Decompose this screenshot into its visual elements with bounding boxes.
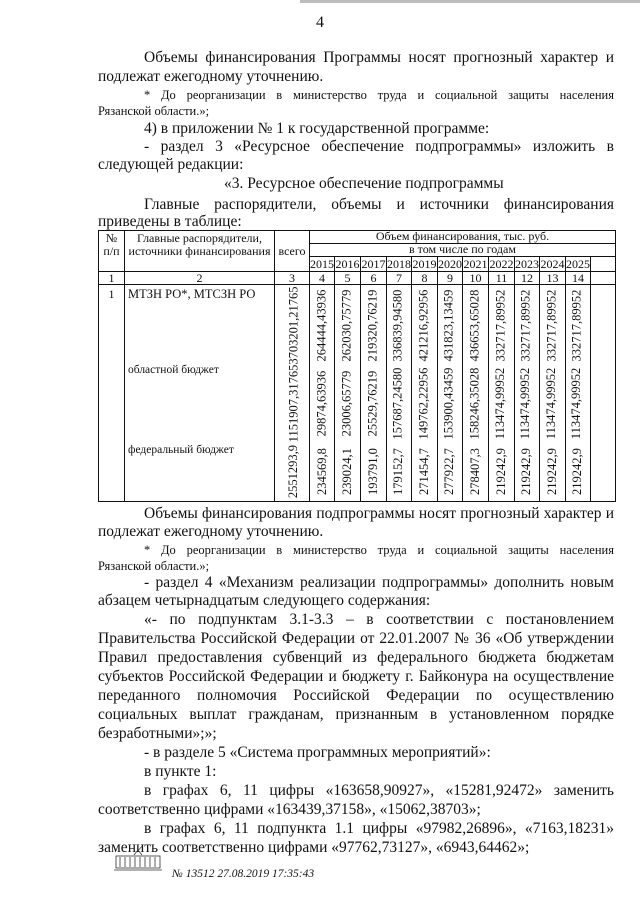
table-cell: 113474,99952 [569, 367, 584, 439]
table-cell: 332717,89952 [569, 289, 584, 361]
header-by-years: в том числе по годам [409, 242, 516, 256]
table-cell: 179152,7 [390, 447, 405, 495]
table-cell: 219242,9 [518, 447, 533, 495]
paragraph-line: социальных выплат гражданам, признанным в установленном порядке [98, 706, 614, 723]
year-header: 2022 [489, 257, 514, 271]
table-cell: 153900,43459 [441, 367, 456, 439]
paragraph-line: переданного полномочия Российской Федерации по осуществлению [98, 687, 614, 704]
column-number: 14 [572, 271, 584, 285]
column-number: 12 [521, 271, 533, 285]
column-number: 2 [196, 271, 203, 285]
year-header: 2023 [515, 257, 539, 271]
table-cell: 23006,65779 [339, 370, 354, 436]
row-label-regional: областной бюджет [128, 364, 219, 376]
building-stamp-icon [112, 848, 164, 874]
row-number: 1 [108, 287, 115, 301]
header-total: всего [278, 244, 306, 258]
paragraph-line: подлежат ежегодному уточнению. [98, 523, 324, 540]
table-cell: 271454,7 [416, 447, 431, 495]
column-number: 10 [469, 271, 482, 285]
table-cell: 3703201,21765 [286, 285, 301, 365]
column-number: 3 [289, 271, 295, 285]
table-cell: 262030,75779 [339, 289, 354, 361]
table-cell: 332717,89952 [493, 289, 508, 361]
year-header: 2015 [310, 257, 334, 271]
column-number: 8 [421, 271, 428, 285]
paragraph-line: субъектов Российской Федерации и бюджету г. Байконура на осуществление [98, 668, 614, 685]
paragraph-line: - раздел 4 «Механизм реализации подпрограммы» дополнить новым [144, 574, 614, 591]
table-cell: 431823,13459 [441, 289, 456, 361]
column-number: 5 [344, 271, 351, 285]
paragraph-line: Главные распорядители, объемы и источники финансирования [144, 196, 614, 213]
footnote-line: Рязанской области.»; [98, 559, 210, 573]
table-cell: 113474,99952 [544, 367, 559, 439]
table-cell: 219320,76219 [365, 289, 380, 361]
table-cell: 436653,65028 [467, 289, 482, 361]
column-number: 7 [396, 271, 402, 285]
column-number: 11 [495, 271, 508, 285]
table-cell: 157687,24580 [390, 367, 405, 439]
paragraph-line: Правил предоставления субвенций из федерального бюджета бюджетам [98, 649, 614, 666]
paragraph-line: «- по подпунктам 3.1-3.3 – в соответствии с постановлением [144, 611, 614, 628]
header-volume: Объем финансирования, тыс. руб. [375, 229, 550, 243]
year-header: 2024 [540, 257, 565, 271]
paragraph-line: подлежат ежегодному уточнению. [98, 68, 324, 85]
table-cell: 277922,7 [441, 447, 456, 495]
paragraph-line: - в разделе 5 «Система программных мероприятий»: [144, 744, 491, 761]
scan-edge [300, 0, 640, 3]
row-label-main: МТЗН РО*, МТСЗН РО [128, 287, 256, 301]
year-header: 2018 [387, 257, 411, 271]
table-cell: 149762,22956 [416, 367, 431, 439]
year-header: 2016 [335, 257, 360, 271]
paragraph-line: соответственно цифрами «163439,37158», «15062,38703»; [98, 801, 481, 818]
paragraph-line: - раздел 3 «Ресурсное обеспечение подпрограммы» изложить в [144, 138, 614, 155]
table-cell: 25529,76219 [365, 370, 380, 436]
year-header: 2021 [463, 257, 488, 271]
paragraph-line: приведены в таблице: [98, 213, 242, 230]
funding-table [98, 230, 616, 502]
table-cell: 219242,9 [493, 447, 508, 495]
year-header: 2020 [438, 257, 462, 271]
table-cell: 421216,92956 [416, 289, 431, 361]
footnote-line: Рязанской области.»; [98, 104, 210, 118]
table-cell: 219242,9 [544, 447, 559, 495]
table-cell: 264444,43936 [314, 289, 329, 361]
header-main: источники финансирования [128, 244, 271, 258]
paragraph-line: заменить соответственно цифрами «97762,73127», «6943,64462»; [98, 839, 530, 856]
footnote-line: * До реорганизации в министерство труда и социальной защиты населения [144, 88, 614, 102]
year-header: 2025 [566, 257, 590, 271]
table-cell: 29874,63936 [314, 370, 329, 436]
footnote-line: * До реорганизации в министерство труда и социальной защиты населения [144, 543, 614, 557]
row-label-federal: федеральный бюджет [128, 444, 234, 456]
table-cell: 158246,35028 [467, 367, 482, 439]
paragraph-line: Объемы финансирования Программы носят прогнозный характер и [144, 49, 614, 66]
page-number: 4 [316, 14, 324, 31]
paragraph-line: Правительства Российской Федерации от 22.01.2007 № 36 «Об утверждении [98, 630, 614, 647]
table-cell: 2551293,9 [286, 444, 301, 498]
paragraph-line: в графах 6, 11 цифры «163658,90927», «15281,92472» заменить [144, 782, 614, 799]
table-cell: 332717,89952 [544, 289, 559, 361]
table-cell: 219242,9 [569, 447, 584, 495]
table-cell: 234569,8 [314, 447, 329, 495]
table-cell: 1151907,31765 [286, 364, 301, 442]
table-cell: 332717,89952 [518, 289, 533, 361]
paragraph-line: абзацем четырнадцатым следующего содержания: [98, 592, 431, 609]
table-cell: 336839,94580 [390, 289, 405, 361]
header-main: Главные распорядители, [137, 231, 262, 245]
column-number: 9 [447, 271, 453, 285]
column-number: 13 [546, 271, 559, 285]
table-cell: 239024,1 [339, 447, 354, 495]
paragraph-line: следующей редакции: [98, 156, 244, 173]
header-pp: п/п [103, 244, 120, 258]
section-heading: «3. Ресурсное обеспечение подпрограммы [224, 175, 504, 192]
registration-number: № 13512 27.08.2019 17:35:43 [172, 868, 315, 880]
year-header: 2017 [361, 257, 386, 271]
table-cell: 278407,3 [467, 447, 482, 495]
year-header: 2019 [412, 257, 437, 271]
paragraph-line: безработными»;»; [98, 725, 217, 742]
column-number: 1 [108, 271, 115, 285]
table-cell: 193791,0 [365, 447, 380, 495]
paragraph-line: в графах 6, 11 подпункта 1.1 цифры «97982,26896», «7163,18231» [144, 820, 614, 837]
table-cell: 113474,99952 [493, 367, 508, 439]
paragraph-line: Объемы финансирования подпрограммы носят прогнозный характер и [144, 505, 614, 522]
column-number: 6 [370, 271, 377, 285]
table-cell: 113474,99952 [518, 367, 533, 439]
paragraph-line: 4) в приложении № 1 к государственной программе: [144, 120, 490, 137]
column-number: 4 [319, 271, 325, 285]
header-num: № [105, 231, 118, 245]
paragraph-line: в пункте 1: [144, 763, 217, 780]
